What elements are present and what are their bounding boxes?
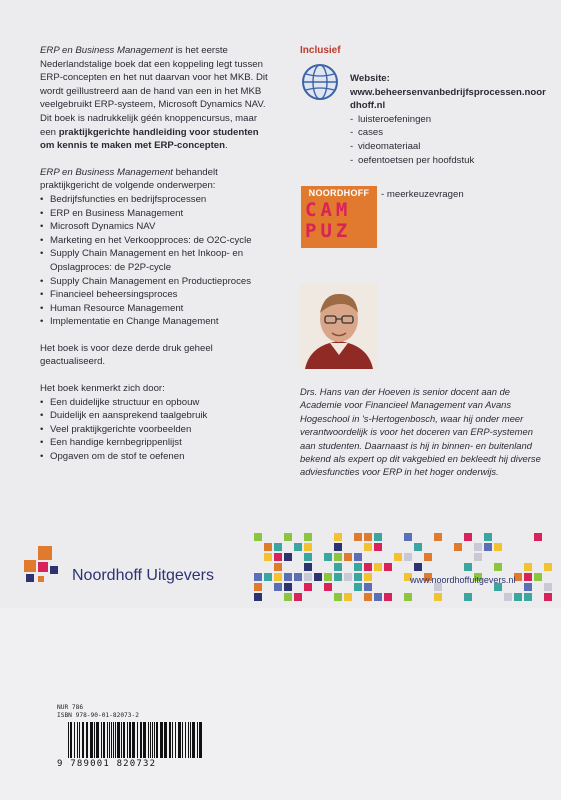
barcode-bar [156, 722, 158, 758]
topic-item: • Marketing en het Verkoopproces: de O2C-cycle [40, 234, 272, 248]
barcode-bar [188, 722, 189, 758]
website-label: Website: [350, 73, 390, 84]
barcode-bar [137, 722, 138, 758]
mosaic-tile [284, 553, 292, 561]
mosaic-tile [514, 593, 522, 601]
mosaic-tile [474, 553, 482, 561]
mosaic-tile [254, 583, 262, 591]
mosaic-tile [364, 583, 372, 591]
mosaic-tile [414, 563, 422, 571]
mosaic-tile [524, 583, 532, 591]
mosaic-tile [264, 543, 272, 551]
intro-run: is het eerste Nederlandstalige boek dat een koppeling legt tussen ERP-concepten en het nut daarvan voor het MKB. Dit wordt geïllustreerd aan de hand van een in het MKB veelgebruikt ERP-systeem, Microsoft Dynamics NAV. Dit boek is nadrukkelijk géén knoppencursus, maar een [40, 45, 268, 138]
topic-item: • Bedrijfsfuncties en bedrijfsprocessen [40, 193, 272, 207]
mosaic-tile [334, 563, 342, 571]
mosaic-tile [334, 553, 342, 561]
topic-item: • Supply Chain Management en het Inkoop- en Opslagproces: de P2P-cycle [40, 247, 272, 274]
mosaic-tile [404, 553, 412, 561]
mosaic-tile [384, 563, 392, 571]
intro-run: behandelt praktijkgericht de volgende onderwerpen: [40, 166, 218, 192]
barcode-bar [169, 722, 171, 758]
barcode-bar [77, 722, 78, 758]
intro-run: ERP en Business Management [40, 45, 173, 56]
mosaic-tile [274, 553, 282, 561]
mosaic-tile [494, 543, 502, 551]
barcode-bar [129, 722, 131, 758]
topic-item: • Financieel beheersingsproces [40, 288, 272, 302]
mosaic-tile [284, 593, 292, 601]
barcode-bar [82, 722, 84, 758]
topic-item: • Microsoft Dynamics NAV [40, 220, 272, 234]
barcode-bar [117, 722, 120, 758]
isbn-code: ISBN 978-90-01-82073-2 [57, 712, 139, 719]
mosaic-tile [304, 543, 312, 551]
barcode-digits: 9 789001 820732 [57, 759, 157, 769]
mosaic-tile [464, 533, 472, 541]
mosaic-tile [364, 593, 372, 601]
features-list [40, 396, 272, 464]
mosaic-tile [364, 563, 372, 571]
website-block [350, 72, 550, 167]
mosaic-tile [324, 553, 332, 561]
mosaic-tile [354, 563, 362, 571]
publisher-name: Noordhoff Uitgevers [72, 567, 214, 584]
barcode-bar [140, 722, 142, 758]
barcode-bar [154, 722, 155, 758]
mosaic-tile [534, 533, 542, 541]
mosaic-tile [464, 563, 472, 571]
mosaic-tile [374, 543, 382, 551]
campus-word-line-1: CAM [305, 199, 352, 221]
barcode-bar [86, 722, 88, 758]
mosaic-tile [354, 573, 362, 581]
barcode-bar [103, 722, 105, 758]
mosaic-tile [424, 553, 432, 561]
barcode-bar [94, 722, 95, 758]
mosaic-tile [354, 583, 362, 591]
mosaic-tile [374, 533, 382, 541]
barcode-bar [115, 722, 116, 758]
campus-logo [301, 186, 377, 248]
mosaic-tile [284, 573, 292, 581]
barcode-bar [199, 722, 202, 758]
mosaic-tile [314, 573, 322, 581]
mosaic-tile [484, 543, 492, 551]
mosaic-tile [304, 583, 312, 591]
barcode-bar [68, 722, 69, 758]
mosaic-tile [274, 563, 282, 571]
mosaic-tile [524, 593, 532, 601]
mosaic-tile [264, 573, 272, 581]
mosaic-tile [294, 543, 302, 551]
blurb-column [40, 44, 272, 477]
topic-item: • Human Resource Management [40, 302, 272, 316]
barcode-bar [79, 722, 80, 758]
barcode-bar [178, 722, 181, 758]
mosaic-tile [344, 593, 352, 601]
feature-item: • Een duidelijke structuur en opbouw [40, 396, 272, 410]
campus-extra: - meerkeuzevragen [381, 189, 464, 200]
mosaic-tile [274, 573, 282, 581]
barcode-bar [185, 722, 186, 758]
barcode-bar [197, 722, 198, 758]
barcode-bar [90, 722, 93, 758]
mosaic-tile [544, 593, 552, 601]
barcode-bar [152, 722, 153, 758]
barcode-bar [109, 722, 110, 758]
update-note: Het boek is voor deze derde druk geheel geactualiseerd. [40, 342, 213, 368]
mosaic-tile [304, 533, 312, 541]
feature-item: • Veel praktijkgerichte voorbeelden [40, 423, 272, 437]
barcode-bar [70, 722, 72, 758]
barcode-bar [101, 722, 102, 758]
mosaic-tile [384, 593, 392, 601]
mosaic-tile [354, 533, 362, 541]
mosaic-tile [524, 573, 532, 581]
mosaic-tile [344, 553, 352, 561]
topic-item: • Implementatie en Change Management [40, 315, 272, 329]
mosaic-tile [544, 563, 552, 571]
feature-item: • Duidelijk en aansprekend taalgebruik [40, 409, 272, 423]
mosaic-tile [334, 573, 342, 581]
mosaic-tile [294, 573, 302, 581]
barcode-bar [148, 722, 149, 758]
barcode-bar [113, 722, 114, 758]
features-intro: Het boek kenmerkt zich door: [40, 383, 165, 395]
mosaic-tile [274, 583, 282, 591]
feature-item: • Opgaven om de stof te oefenen [40, 450, 272, 464]
barcode-bar [123, 722, 125, 758]
mosaic-tile [254, 533, 262, 541]
topic-item: • ERP en Business Management [40, 207, 272, 221]
mosaic-tile [494, 563, 502, 571]
mosaic-tile [394, 553, 402, 561]
mosaic-tile [524, 563, 532, 571]
mosaic-tile [324, 573, 332, 581]
mosaic-tile [434, 593, 442, 601]
website-item: - videomateriaal [350, 140, 550, 154]
cover-back-bottom [0, 608, 561, 800]
barcode-bar [172, 722, 173, 758]
website-item: - oefentoetsen per hoofdstuk [350, 154, 550, 168]
topic-item: • Supply Chain Management en Productieproces [40, 275, 272, 289]
barcode-bar [150, 722, 151, 758]
publisher-url[interactable]: www.noordhoffuitgevers.nl [410, 575, 516, 585]
publisher-logo-icon [22, 544, 66, 588]
campus-word-line-2: PUZ [305, 220, 352, 242]
barcode [66, 722, 204, 758]
barcode-bar [111, 722, 112, 758]
mosaic-tile [274, 543, 282, 551]
barcode-bar [190, 722, 191, 758]
campus-brand: NOORDHOFF [308, 188, 370, 198]
barcode-bar [107, 722, 108, 758]
mosaic-tile [354, 553, 362, 561]
intro-paragraph-2 [40, 166, 272, 193]
mosaic-tile [294, 593, 302, 601]
barcode-bar [164, 722, 167, 758]
mosaic-tile [254, 573, 262, 581]
mosaic-tile [364, 533, 372, 541]
mosaic-tile [404, 533, 412, 541]
mosaic-tile [404, 593, 412, 601]
mosaic-tile [434, 533, 442, 541]
barcode-bar [143, 722, 146, 758]
barcode-bar [192, 722, 195, 758]
pixel-mosaic [253, 532, 561, 602]
nur-code: NUR 786 [57, 704, 84, 711]
website-items [350, 113, 550, 167]
mosaic-tile [374, 563, 382, 571]
mosaic-tile [334, 533, 342, 541]
mosaic-tile [504, 593, 512, 601]
author-bio: Drs. Hans van der Hoeven is senior docent aan de Academie voor Financieel Management van Avans Hogeschool in 's-Hertogenbosch, waar hij onder meer verantwoordelijk is voor het doceren van ERP-systemen aan studenten. Daarnaast is hij in binnen- en buitenland bekend als expert op dit vakgebied en bekleedt hij diverse adviesfuncties voor ERP in het hoger onderwijs. [300, 386, 541, 478]
mosaic-tile [264, 553, 272, 561]
website-item: - cases [350, 126, 550, 140]
mosaic-tile [534, 573, 542, 581]
mosaic-tile [304, 563, 312, 571]
barcode-bar [74, 722, 75, 758]
website-url[interactable]: www.beheersenvanbedrijfsprocessen.noordhoff.nl [350, 86, 546, 112]
intro-run: ERP en Business Management [40, 166, 173, 178]
topics-list [40, 193, 272, 329]
mosaic-tile [374, 593, 382, 601]
barcode-bar [127, 722, 128, 758]
mosaic-tile [304, 553, 312, 561]
barcode-bar [160, 722, 163, 758]
barcode-bar [132, 722, 135, 758]
mosaic-tile [414, 543, 422, 551]
mosaic-tile [364, 543, 372, 551]
intro-run: praktijkgerichte handleiding voor studenten om kennis te maken met ERP-concepten [40, 126, 259, 152]
mosaic-tile [284, 583, 292, 591]
mosaic-tile [484, 533, 492, 541]
barcode-bar [175, 722, 176, 758]
website-item: - luisteroefeningen [350, 113, 550, 127]
mosaic-tile [304, 573, 312, 581]
mosaic-tile [344, 573, 352, 581]
mosaic-tile [474, 543, 482, 551]
author-photo [300, 283, 378, 369]
mosaic-tile [364, 573, 372, 581]
inclusief-heading: Inclusief [300, 45, 341, 56]
intro-paragraph-1 [40, 44, 272, 153]
mosaic-tile [334, 543, 342, 551]
mosaic-tile [544, 583, 552, 591]
intro-run: . [225, 140, 228, 152]
mosaic-tile [334, 593, 342, 601]
feature-item: • Een handige kernbegrippenlijst [40, 436, 272, 450]
mosaic-tile [284, 533, 292, 541]
mosaic-tile [464, 593, 472, 601]
mosaic-tile [254, 593, 262, 601]
barcode-bar [96, 722, 99, 758]
globe-icon [300, 62, 340, 102]
mosaic-tile [324, 583, 332, 591]
mosaic-tile [454, 543, 462, 551]
barcode-bar [182, 722, 183, 758]
barcode-bar [121, 722, 122, 758]
